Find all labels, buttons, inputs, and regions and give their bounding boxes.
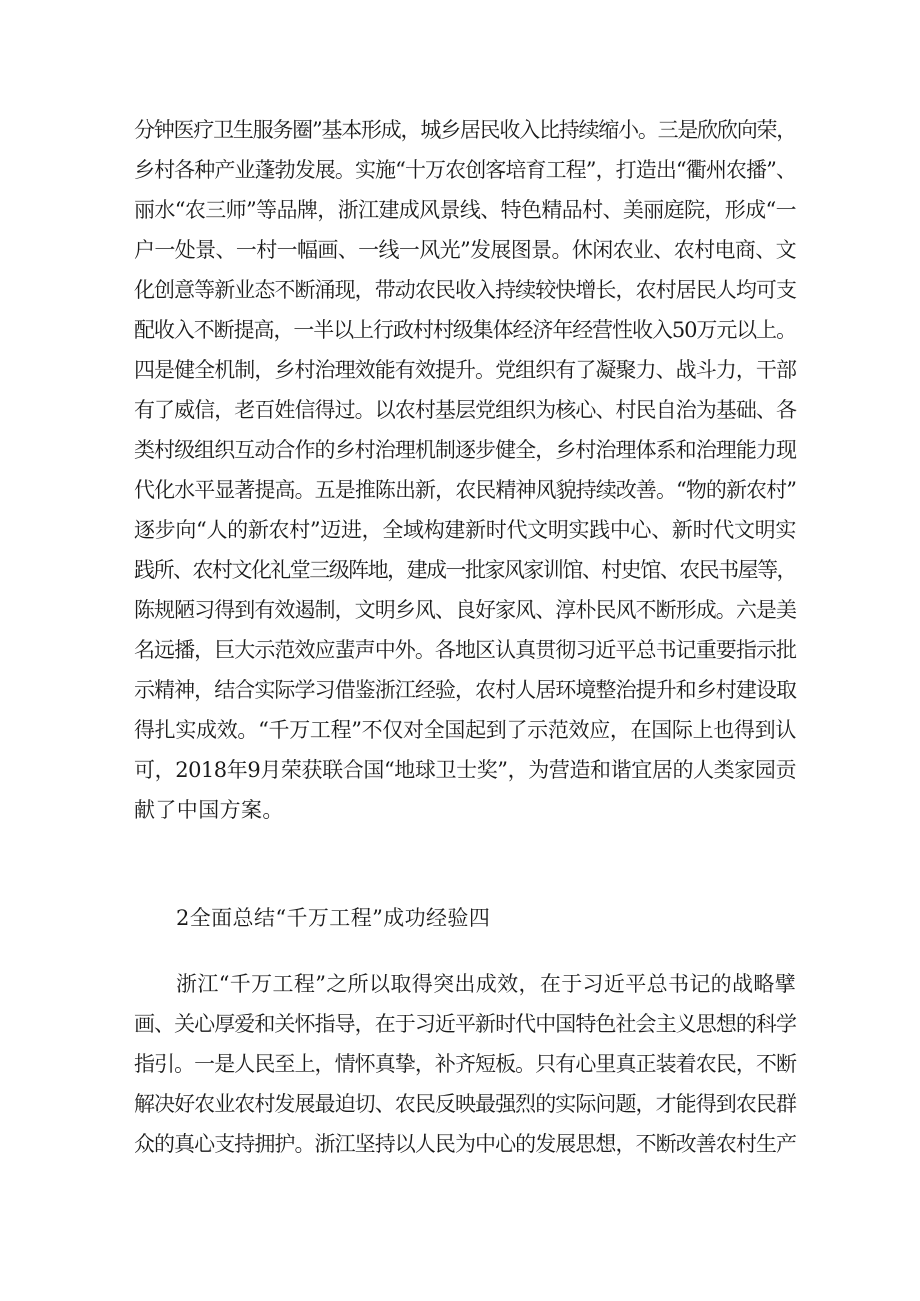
paragraph-line: 解决好农业农村发展最迫切、农民反映最强烈的实际问题，才能得到农民群: [134, 1092, 796, 1116]
paragraph-line: 配收入不断提高，一半以上行政村村级集体经济年经营性收入50万元以上。: [134, 318, 796, 342]
paragraph-line: 众的真心支持拥护。浙江坚持以人民为中心的发展思想，不断改善农村生产: [134, 1132, 796, 1156]
section-heading: 2全面总结“千万工程”成功经验四: [176, 906, 491, 930]
paragraph-line: 陈规陋习得到有效遏制，文明乡风、良好家风、淳朴民风不断形成。六是美: [134, 598, 796, 622]
paragraph-line: 得扎实成效。“千万工程”不仅对全国起到了示范效应，在国际上也得到认: [134, 718, 796, 742]
paragraph-line: 丽水“农三师”等品牌，浙江建成风景线、特色精品村、美丽庭院，形成“一: [134, 198, 796, 222]
paragraph-line: 画、关心厚爱和关怀指导，在于习近平新时代中国特色社会主义思想的科学: [134, 1012, 796, 1036]
paragraph-line: 类村级组织互动合作的乡村治理机制逐步健全，乡村治理体系和治理能力现: [134, 438, 796, 462]
paragraph-experience: [134, 964, 796, 1164]
paragraph-achievements: [134, 110, 796, 830]
paragraph-line: 示精神，结合实际学习借鉴浙江经验，农村人居环境整治提升和乡村建设取: [134, 678, 796, 702]
paragraph-line: 分钟医疗卫生服务圈”基本形成，城乡居民收入比持续缩小。三是欣欣向荣，: [134, 118, 796, 142]
paragraph-line: 乡村各种产业蓬勃发展。实施“十万农创客培育工程”，打造出“衢州农播”、: [134, 158, 796, 182]
paragraph-line: 践所、农村文化礼堂三级阵地，建成一批家风家训馆、村史馆、农民书屋等，: [134, 558, 796, 582]
paragraph-line: 逐步向“人的新农村”迈进，全域构建新时代文明实践中心、新时代文明实: [134, 518, 796, 542]
paragraph-line: 户一处景、一村一幅画、一线一风光”发展图景。休闲农业、农村电商、文: [134, 238, 796, 262]
paragraph-line: 指引。一是人民至上，情怀真挚，补齐短板。只有心里真正装着农民，不断: [134, 1052, 796, 1076]
paragraph-line: 代化水平显著提高。五是推陈出新，农民精神风貌持续改善。“物的新农村”: [134, 478, 796, 502]
paragraph-line: 浙江“千万工程”之所以取得突出成效，在于习近平总书记的战略擘: [176, 972, 796, 996]
paragraph-line: 名远播，巨大示范效应蜚声中外。各地区认真贯彻习近平总书记重要指示批: [134, 638, 796, 662]
paragraph-line: 化创意等新业态不断涌现，带动农民收入持续较快增长，农村居民人均可支: [134, 278, 796, 302]
paragraph-line: 可，2018年9月荣获联合国“地球卫士奖”，为营造和谐宜居的人类家园贡: [134, 758, 796, 782]
paragraph-line: 献了中国方案。: [134, 798, 284, 822]
paragraph-line: 四是健全机制，乡村治理效能有效提升。党组织有了凝聚力、战斗力，干部: [134, 358, 796, 382]
paragraph-line: 有了威信，老百姓信得过。以农村基层党组织为核心、村民自治为基础、各: [134, 398, 796, 422]
